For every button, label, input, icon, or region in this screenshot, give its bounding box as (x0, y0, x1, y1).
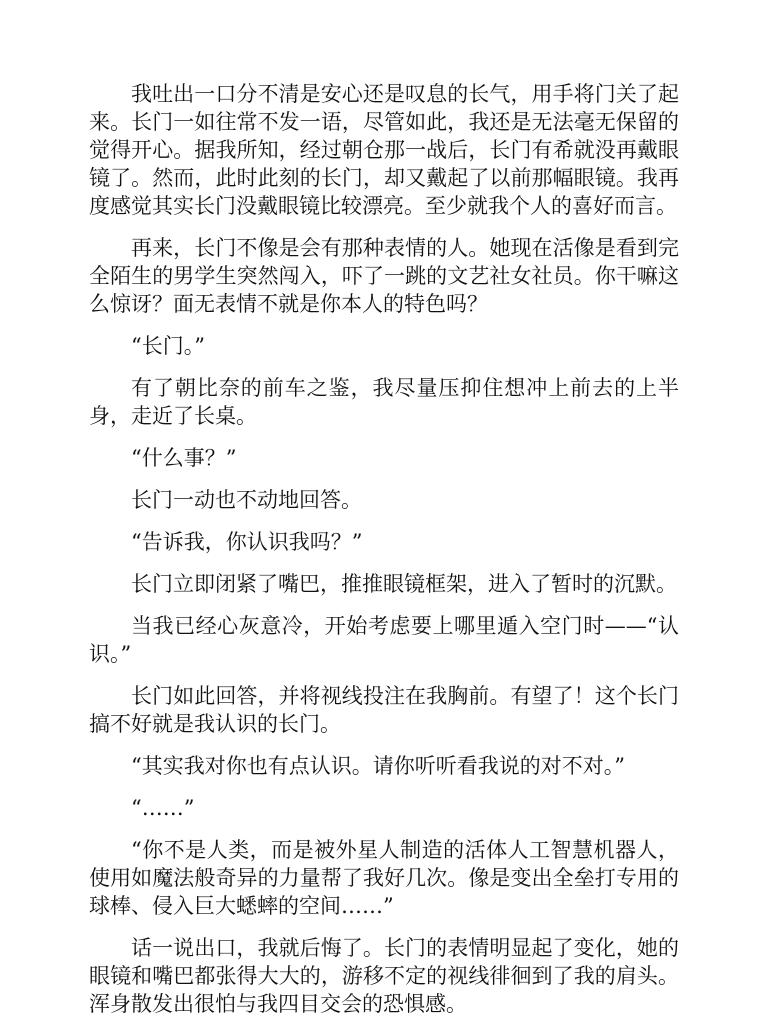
paragraph: “告诉我，你认识我吗？” (131, 530, 363, 554)
paragraph: “什么事？” (131, 446, 237, 470)
paragraph: 再来，长门不像是会有那种表情的人。她现在活像是看到完全陌生的男学生突然闯入，吓了一跳的文艺社女社员。你干嘛这么惊讶？面无表情不就是你本人的特色吗？ (89, 236, 679, 316)
paragraph: 话一说出口，我就后悔了。长门的表情明显起了变化，她的眼镜和嘴巴都张得大大的，游移不定的视线徘徊到了我的肩头。浑身散发出很怕与我四目交会的恐惧感。 (89, 936, 679, 1016)
paragraph: “……” (131, 796, 195, 820)
paragraph: 有了朝比奈的前车之鉴，我尽量压抑住想冲上前去的上半身，走近了长桌。 (89, 376, 679, 428)
paragraph: 长门立即闭紧了嘴巴，推推眼镜框架，进入了暂时的沉默。 (131, 572, 677, 596)
paragraph: 长门如此回答，并将视线投注在我胸前。有望了！这个长门搞不好就是我认识的长门。 (89, 684, 679, 736)
paragraph: “你不是人类，而是被外星人制造的活体人工智慧机器人，使用如魔法般奇异的力量帮了我好几次。像是变出全垒打专用的球棒、侵入巨大蟋蟀的空间……” (89, 838, 679, 918)
paragraph: “长门。” (131, 334, 205, 358)
paragraph: 我吐出一口分不清是安心还是叹息的长气，用手将门关了起来。长门一如往常不发一语，尽管如此，我还是无法毫无保留的觉得开心。据我所知，经过朝仓那一战后，长门有希就没再戴眼镜了。然而，此时此刻的长门，却又戴起了以前那幅眼镜。我再度感觉其实长门没戴眼镜比较漂亮。至少就我个人的喜好而言。 (89, 82, 679, 218)
document-page (89, 80, 679, 1032)
paragraph: 长门一动也不动地回答。 (131, 488, 362, 512)
paragraph: “其实我对你也有点认识。请你听听看我说的对不对。” (131, 754, 625, 778)
paragraph: 当我已经心灰意冷，开始考虑要上哪里遁入空门时——“认识。” (89, 614, 679, 666)
